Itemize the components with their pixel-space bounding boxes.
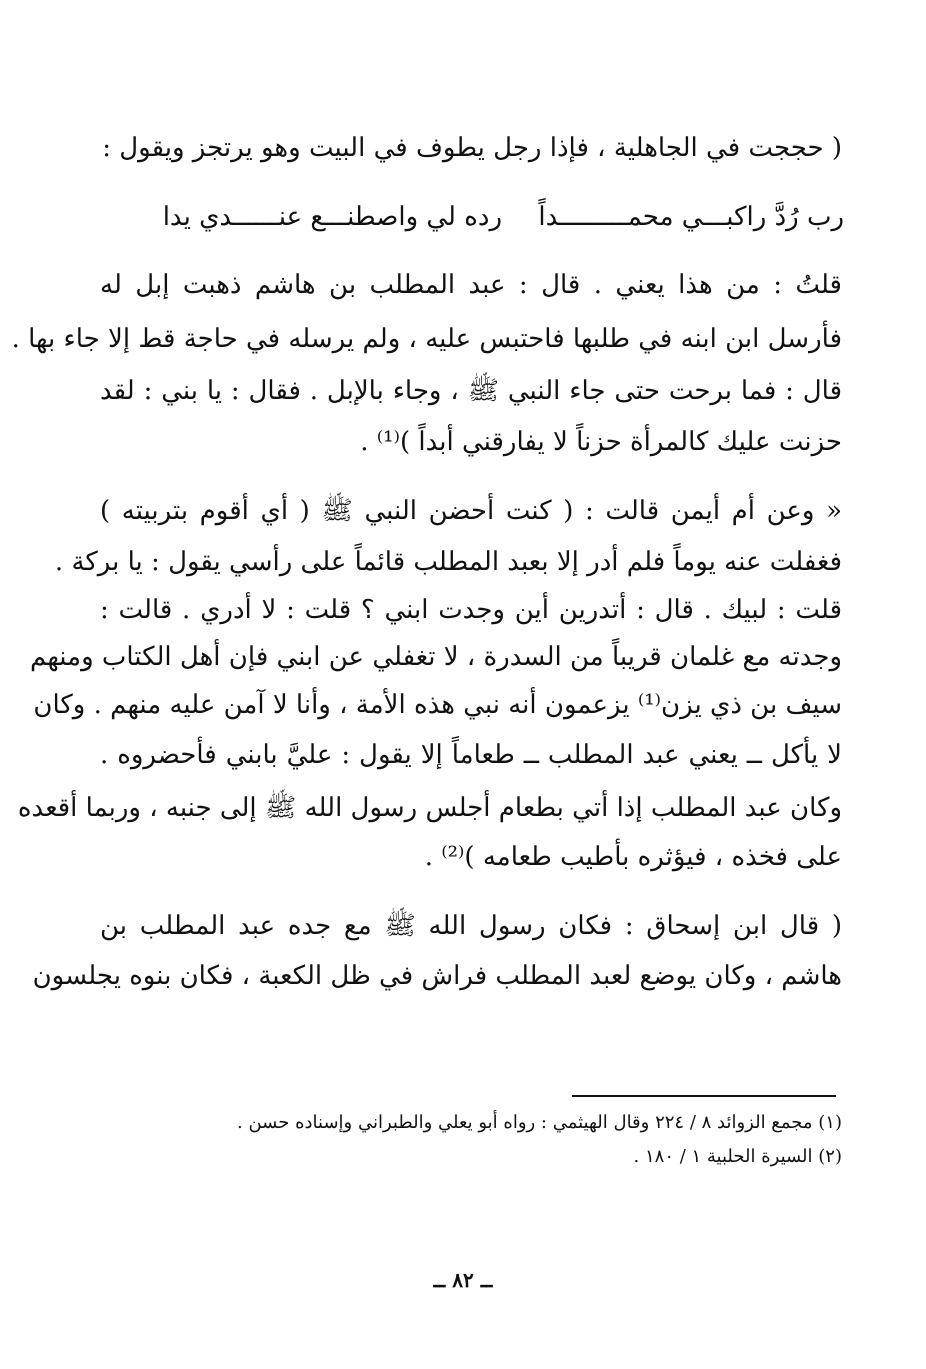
- text-line: على فخذه ، فيؤثره بأطيب طعامه )⁽²⁾ .: [424, 842, 842, 872]
- footnote-2: (٢) السيرة الحلبية ١ / ١٨٠ .: [633, 1146, 842, 1167]
- text-line: قال : فما برحت حتى جاء النبي ﷺ ، وجاء بالإبل . فقال : يا بني : لقد: [100, 376, 842, 406]
- page-number: ــ ٨٢ ــ: [433, 1268, 493, 1292]
- text-line: سيف بن ذي يزن⁽¹⁾ يزعمون أنه نبي هذه الأمة ، وأنا لا آمن عليه منهم . وكان: [33, 690, 842, 720]
- footnote-separator: [572, 1095, 836, 1097]
- text-line: فغفلت عنه يوماً فلم أدر إلا بعبد المطلب قائماً على رأسي يقول : يا بركة .: [54, 547, 842, 577]
- verse-second-hemistich: رده لي واصطنـــع عنــــــدي يدا: [162, 202, 502, 232]
- text-line: وكان عبد المطلب إذا أتي بطعام أجلس رسول الله ﷺ إلى جنبه ، وربما أقعده: [17, 793, 842, 823]
- verse-first-hemistich: رب رُدَّ راكبـــي محمـــــــــداً: [538, 202, 844, 232]
- footnote-1: (١) مجمع الزوائد ٨ / ٢٢٤ وقال الهيثمي : رواه أبو يعلي والطبراني وإسناده حسن .: [237, 1112, 842, 1133]
- text-line: قلت : لبيك . قال : أتدرين أين وجدت ابني ؟ قلت : لا أدري . قالت :: [100, 595, 842, 625]
- text-line: فأرسل ابن ابنه في طلبها فاحتبس عليه ، ولم يرسله في حاجة قط إلا جاء بها .: [11, 324, 842, 354]
- text-line: ( قال ابن إسحاق : فكان رسول الله ﷺ مع جده عبد المطلب بن: [100, 911, 842, 941]
- text-line: وجدته مع غلمان قريباً من السدرة ، لا تغفلي عن ابني فإن أهل الكتاب ومنهم: [30, 642, 842, 672]
- text-line: ( حججت في الجاهلية ، فإذا رجل يطوف في البيت وهو يرتجز ويقول :: [102, 133, 842, 163]
- text-line: « وعن أم أيمن قالت : ( كنت أحضن النبي ﷺ ( أي أقوم بتربيته ): [100, 496, 842, 526]
- text-line: هاشم ، وكان يوضع لعبد المطلب فراش في ظل الكعبة ، فكان بنوه يجلسون: [32, 961, 842, 991]
- text-line: حزنت عليك كالمرأة حزناً لا يفارقني أبداً )⁽¹⁾ .: [360, 427, 842, 457]
- text-line: قلتُ : من هذا يعني . قال : عبد المطلب بن هاشم ذهبت إبل له: [100, 270, 842, 300]
- text-line: لا يأكل ــ يعني عبد المطلب ــ طعاماً إلا يقول : عليَّ بابني فأحضروه .: [100, 740, 842, 770]
